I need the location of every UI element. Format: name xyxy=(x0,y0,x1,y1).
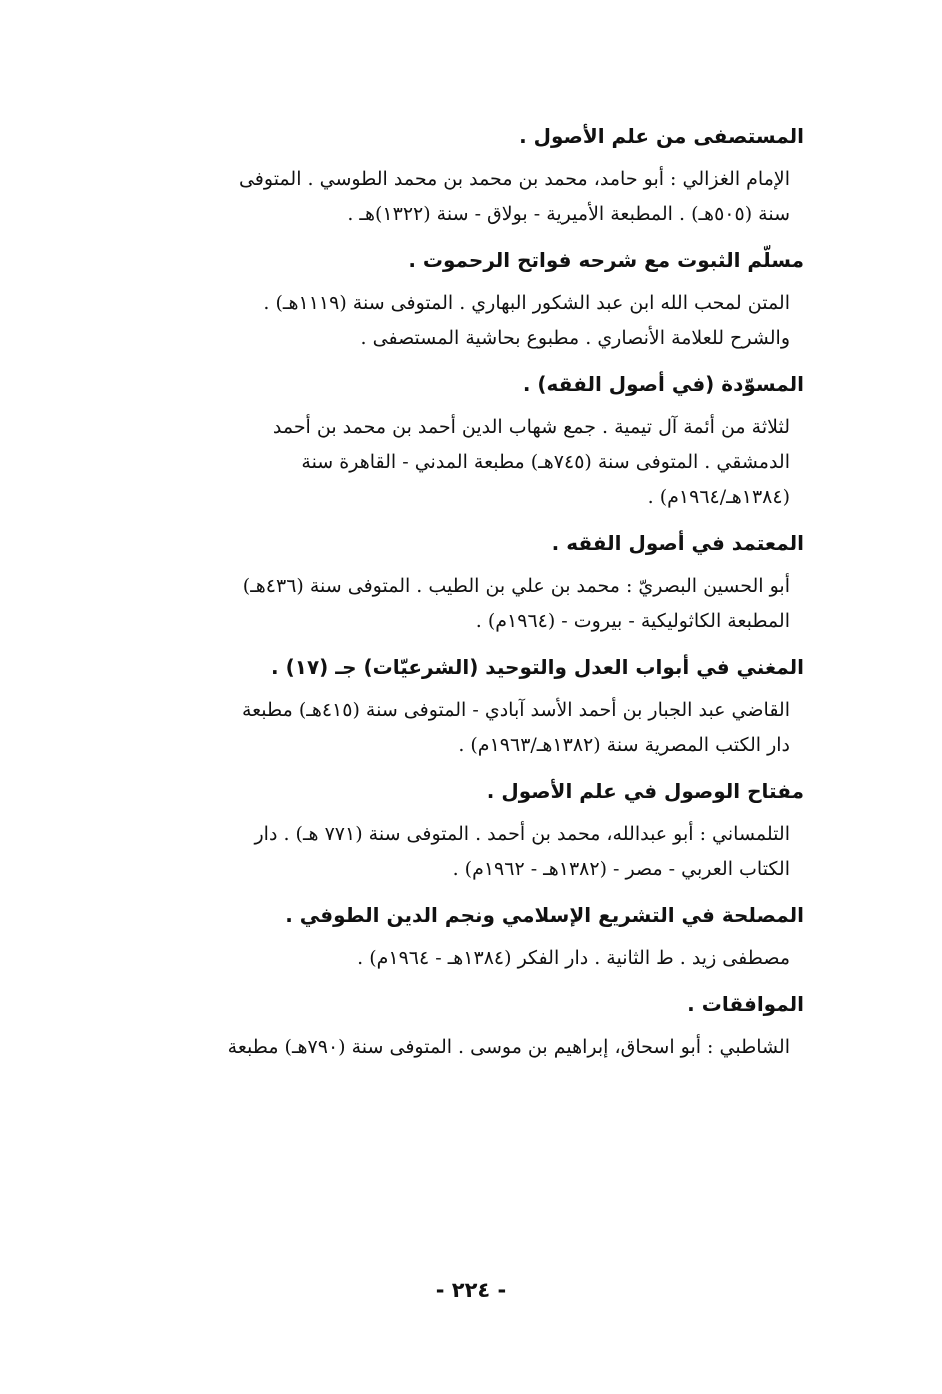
entry xyxy=(114,986,804,1065)
entry-title: المعتمد في أصول الفقه . xyxy=(551,531,804,555)
entry xyxy=(114,366,804,515)
entry-line: الشاطبي : أبو اسحاق، إبراهيم بن موسى . المتوفى سنة (٧٩٠هـ) مطبعة xyxy=(227,1036,790,1058)
entry xyxy=(114,242,804,356)
entry-line: دار الكتب المصرية سنة (١٣٨٢هـ/١٩٦٣م) . xyxy=(458,734,790,756)
entry-body xyxy=(114,569,790,639)
entry-body xyxy=(114,162,790,232)
entry-line: التلمساني : أبو عبدالله، محمد بن أحمد . المتوفى سنة (٧٧١ هـ) . دار xyxy=(254,823,790,845)
bibliography-page xyxy=(114,118,804,1075)
entry xyxy=(114,525,804,639)
entry-line: (١٣٨٤هـ/١٩٦٤م) . xyxy=(647,486,790,508)
entry xyxy=(114,773,804,887)
entry-line: الكتاب العربي - مصر - (١٣٨٢هـ - ١٩٦٢م) . xyxy=(452,858,790,880)
entry-line: الإمام الغزالي : أبو حامد، محمد بن محمد بن محمد الطوسي . المتوفى xyxy=(238,168,790,190)
entry-body xyxy=(114,941,790,976)
entry-body xyxy=(114,817,790,887)
entry-line: المتن لمحب الله ابن عبد الشكور البهاري . المتوفى سنة (١١١٩هـ) . xyxy=(263,292,790,314)
entry-body xyxy=(114,1030,790,1065)
entry-line: المطبعة الكاثوليكية - بيروت - (١٩٦٤م) . xyxy=(475,610,790,632)
entry xyxy=(114,649,804,763)
entry-line: أبو الحسين البصريّ : محمد بن علي بن الطيب . المتوفى سنة (٤٣٦هـ) xyxy=(242,575,790,597)
entry-line: الدمشقي . المتوفى سنة (٧٤٥هـ) مطبعة المدني - القاهرة سنة xyxy=(301,451,790,473)
entry xyxy=(114,897,804,976)
entry-title: المصلحة في التشريع الإسلامي ونجم الدين الطوفي . xyxy=(285,903,804,927)
entry-title: الموافقات . xyxy=(687,992,804,1016)
entry-line: لثلاثة من أئمة آل تيمية . جمع شهاب الدين أحمد بن محمد بن أحمد xyxy=(272,416,790,438)
entry-title: المغني في أبواب العدل والتوحيد (الشرعيّات) جـ (١٧) . xyxy=(271,655,804,679)
entry-line: والشرح للعلامة الأنصاري . مطبوع بحاشية المستصفى . xyxy=(360,327,790,349)
entry-title: المستصفى من علم الأصول . xyxy=(519,124,804,148)
entry-line: سنة (٥٠٥هـ) . المطبعة الأميرية - بولاق - سنة (١٣٢٢)هـ . xyxy=(347,203,790,225)
entry-title: المسوّدة (في أصول الفقه) . xyxy=(522,372,804,396)
entry-line: القاضي عبد الجبار بن أحمد الأسد آبادي - المتوفى سنة (٤١٥هـ) مطبعة xyxy=(241,699,790,721)
entry-body xyxy=(114,410,790,515)
page-number: - ٢٢٤ - xyxy=(435,1278,507,1302)
entry-body xyxy=(114,286,790,356)
entry-line: مصطفى زيد . ط الثانية . دار الفكر (١٣٨٤هـ - ١٩٦٤م) . xyxy=(357,947,790,969)
entry-title: مفتاح الوصول في علم الأصول . xyxy=(486,779,804,803)
entry-title: مسلّم الثبوت مع شرحه فواتح الرحموت . xyxy=(408,248,804,272)
entry-body xyxy=(114,693,790,763)
entry xyxy=(114,118,804,232)
